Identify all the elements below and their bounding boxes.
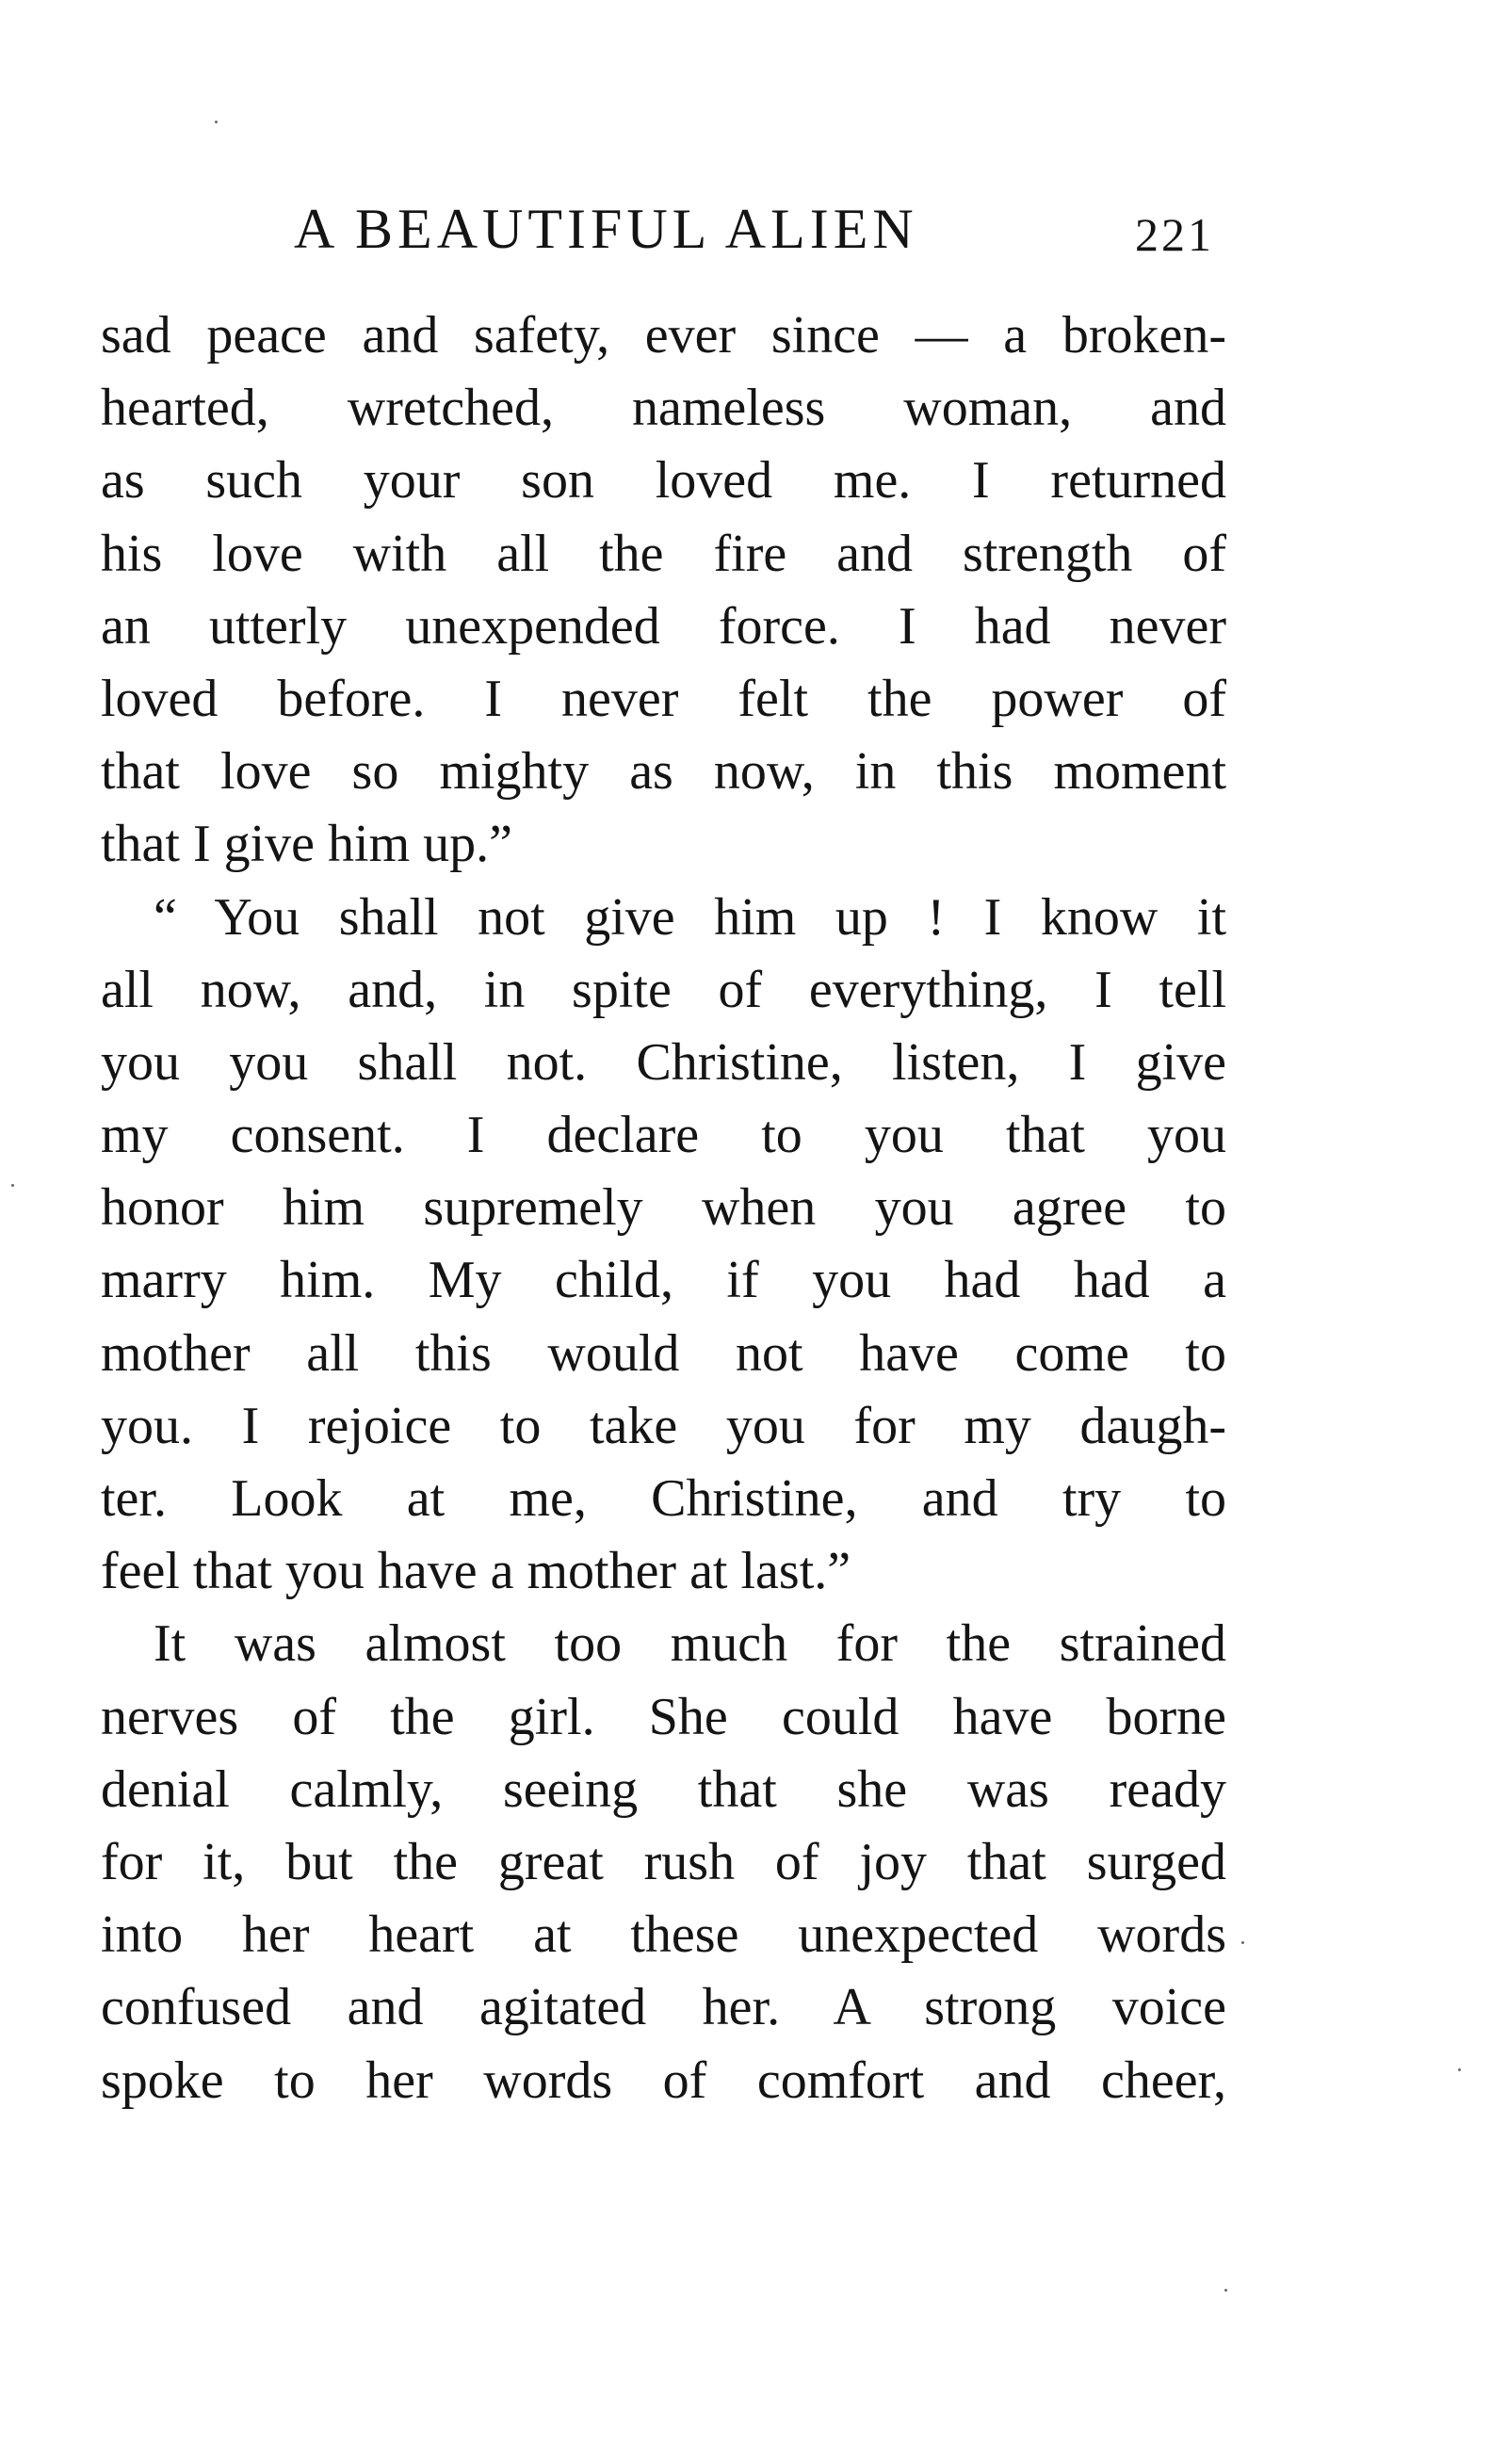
text-line: loved before. I never felt the power of bbox=[101, 669, 1226, 728]
body-text bbox=[101, 300, 1226, 2117]
scan-speck bbox=[1241, 1941, 1244, 1944]
text-line: you. I rejoice to take you for my daugh- bbox=[101, 1396, 1226, 1455]
page-number: 221 bbox=[1135, 208, 1214, 261]
text-line: ter. Look at me, Christine, and try to bbox=[101, 1469, 1226, 1528]
scan-speck bbox=[11, 1184, 14, 1187]
text-line: honor him supremely when you agree to bbox=[101, 1178, 1226, 1238]
text-line: sad peace and safety, ever since — a broken- bbox=[101, 306, 1226, 365]
text-line: mother all this would not have come to bbox=[101, 1323, 1226, 1383]
text-line: into her heart at these unexpected words bbox=[101, 1905, 1226, 1965]
text-line: feel that you have a mother at last.” bbox=[101, 1542, 851, 1601]
text-line: “ You shall not give him up ! I know it bbox=[154, 887, 1226, 947]
scan-speck bbox=[1458, 2068, 1461, 2071]
text-line: hearted, wretched, nameless woman, and bbox=[101, 379, 1226, 438]
running-head-title: A BEAUTIFUL ALIEN bbox=[294, 198, 918, 260]
text-line: marry him. My child, if you had had a bbox=[101, 1251, 1226, 1310]
running-head bbox=[0, 196, 1491, 262]
text-line: It was almost too much for the strained bbox=[154, 1614, 1226, 1674]
text-line: for it, but the great rush of joy that surged bbox=[101, 1832, 1226, 1891]
scan-speck bbox=[215, 121, 218, 123]
text-line: nerves of the girl. She could have borne bbox=[101, 1687, 1226, 1746]
text-line: spoke to her words of comfort and cheer, bbox=[101, 2051, 1226, 2110]
text-line: that love so mighty as now, in this moment bbox=[101, 742, 1226, 802]
text-line: you you shall not. Christine, listen, I give bbox=[101, 1032, 1226, 1092]
text-line: that I give him up.” bbox=[101, 815, 513, 874]
text-line: all now, and, in spite of everything, I tell bbox=[101, 960, 1226, 1019]
text-line: an utterly unexpended force. I had never bbox=[101, 596, 1226, 656]
text-line: confused and agitated her. A strong voice bbox=[101, 1978, 1226, 2037]
text-line: his love with all the fire and strength of bbox=[101, 524, 1226, 583]
text-line: my consent. I declare to you that you bbox=[101, 1106, 1226, 1165]
text-line: as such your son loved me. I returned bbox=[101, 451, 1226, 511]
text-line: denial calmly, seeing that she was ready bbox=[101, 1759, 1226, 1819]
scan-speck bbox=[1224, 2289, 1227, 2292]
